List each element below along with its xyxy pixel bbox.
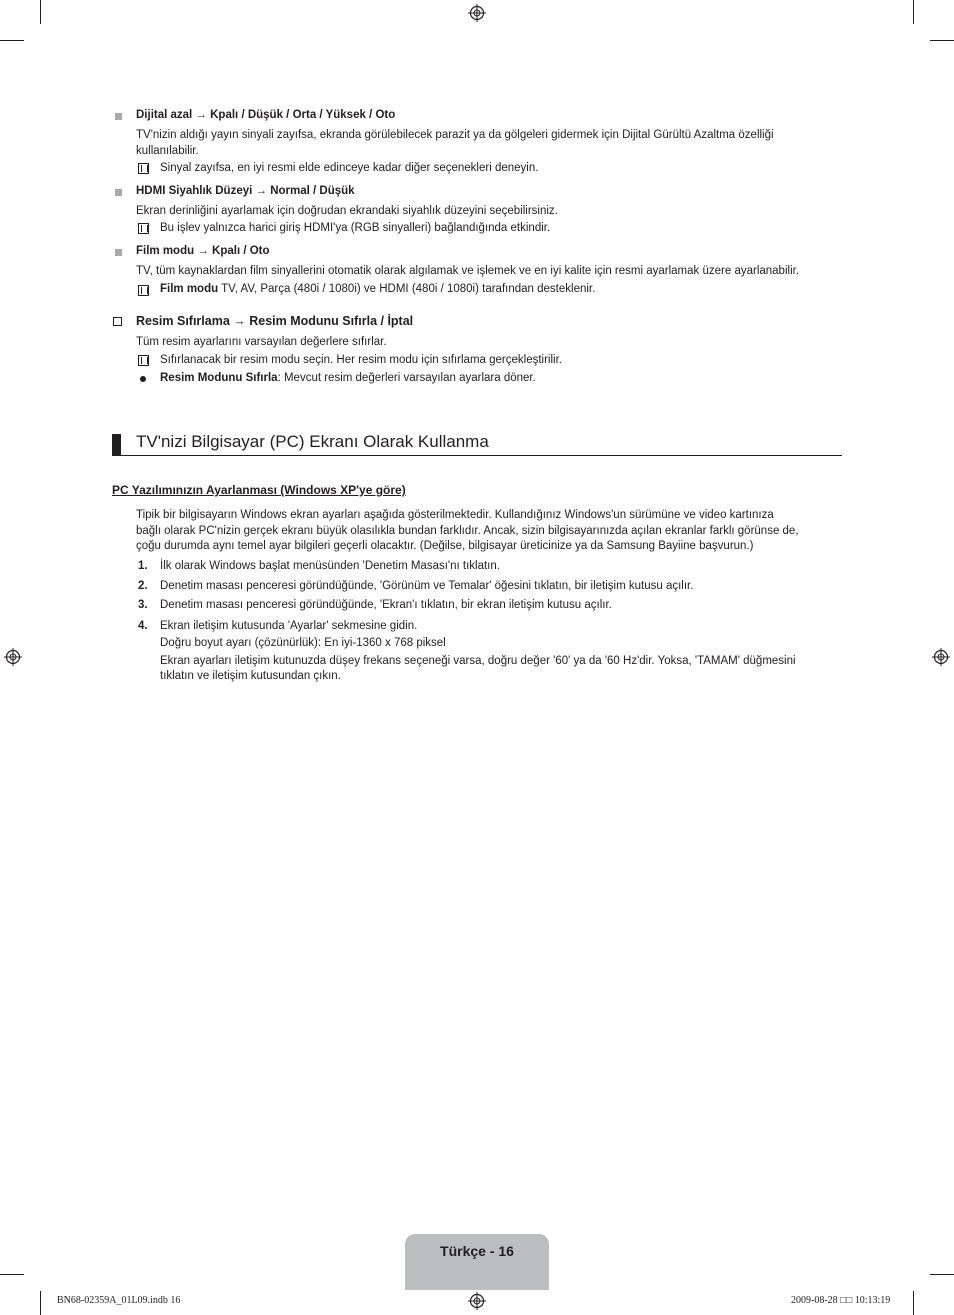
checkbox-bullet-icon: [113, 317, 122, 326]
registration-mark-icon: [468, 1292, 486, 1310]
section-body: kullanılabilir.: [136, 145, 199, 157]
page-number: Türkçe - 16: [440, 1243, 514, 1259]
square-bullet-icon: [115, 113, 122, 120]
note-text: Sıfırlanacak bir resim modu seçin. Her resim modu için sıfırlama gerçekleştirilir.: [160, 354, 562, 366]
crop-mark: [913, 0, 914, 24]
crop-mark: [40, 1291, 41, 1315]
note-icon: [138, 355, 149, 366]
note-text: [160, 282, 595, 298]
intro-line: bağlı olarak PC'nizin gerçek ekranı büyük olasılıkla bundan farklıdır. Ancak, sizin bilgisayarınızda açılan ekranlar farklı görünse de,: [136, 525, 799, 537]
section-body: Tüm resim ayarlarını varsayılan değerlere sıfırlar.: [136, 336, 387, 348]
note-bold: Film modu: [160, 283, 219, 295]
step-text: İlk olarak Windows başlat menüsünden 'Denetim Masası'nı tıklatın.: [160, 560, 500, 572]
section-body: TV'nizin aldığı yayın sinyali zayıfsa, ekranda görülebilecek parazit ya da gölgeleri gidermek için Dijital Gürültü Azaltma özelliği: [136, 129, 774, 141]
round-bullet-icon: [140, 376, 146, 382]
section-title-hdmi-black: HDMI Siyahlık Düzeyi → Normal / Düşük: [136, 185, 355, 197]
note-icon: [138, 285, 149, 296]
square-bullet-icon: [115, 189, 122, 196]
file-info: BN68-02359A_01L09.indb 16: [57, 1295, 181, 1306]
step-extra: Doğru boyut ayarı (çözünürlük): En iyi-1360 x 768 piksel: [160, 637, 446, 649]
square-bullet-icon: [115, 249, 122, 256]
crop-mark: [930, 1274, 954, 1275]
heading-marker: [112, 434, 121, 456]
subheading: PC Yazılımınızın Ayarlanması (Windows XP'ye göre): [112, 483, 406, 497]
section-title-digital-nr: Dijital azal → Kpalı / Düşük / Orta / Yüksek / Oto: [136, 109, 396, 121]
step-text: Ekran iletişim kutusunda 'Ayarlar' sekmesine gidin.: [160, 620, 418, 632]
section-body: Ekran derinliğini ayarlamak için doğrudan ekrandaki siyahlık düzeyini seçebilirsiniz.: [136, 205, 558, 217]
step-text: Denetim masası penceresi göründüğünde, 'Ekran'ı tıklatın, bir ekran iletişim kutusu açılır.: [160, 599, 612, 611]
step-number: 3.: [138, 599, 148, 611]
bullet-rest: : Mevcut resim değerleri varsayılan ayarlara döner.: [277, 372, 536, 384]
registration-mark-icon: [932, 648, 950, 666]
bullet-text: [160, 371, 536, 387]
heading-rule: [112, 455, 842, 456]
registration-mark-icon: [4, 648, 22, 666]
intro-line: Tipik bir bilgisayarın Windows ekran ayarları aşağıda gösterilmektedir. Kullandığınız Windows'un sürümüne ve video kartınıza: [136, 509, 774, 521]
crop-mark: [0, 40, 24, 41]
note-text: Bu işlev yalnızca harici giriş HDMI'ya (RGB sinyalleri) bağlandığında etkindir.: [160, 222, 551, 234]
bullet-bold: Resim Modunu Sıfırla: [160, 372, 278, 384]
section-title-film-mode: Film modu → Kpalı / Oto: [136, 245, 270, 257]
crop-mark: [930, 40, 954, 41]
note-text: Sinyal zayıfsa, en iyi resmi elde edinceye kadar diğer seçenekleri deneyin.: [160, 162, 539, 174]
page-heading: TV'nizi Bilgisayar (PC) Ekranı Olarak Kullanma: [136, 432, 489, 451]
note-rest: TV, AV, Parça (480i / 1080i) ve HDMI (480i / 1080i) tarafından desteklenir.: [218, 283, 596, 295]
crop-mark: [40, 0, 41, 24]
intro-line: çoğu durumda aynı temel ayar bilgileri geçerli olacaktır. (Değilse, bilgisayar üreticinize ya da Samsung Bayiine başvurun.): [136, 540, 754, 552]
section-body: TV, tüm kaynaklardan film sinyallerini otomatik olarak algılamak ve işlemek ve en iyi kalite için resmi ayarlamak üzere ayarlanabilir.: [136, 265, 800, 277]
step-text: Denetim masası penceresi göründüğünde, 'Görünüm ve Temalar' öğesini tıklatın, bir iletişim kutusu açılır.: [160, 580, 694, 592]
crop-mark: [913, 1291, 914, 1315]
step-number: 4.: [138, 620, 148, 632]
step-extra: Ekran ayarları iletişim kutunuzda düşey frekans seçeneği varsa, doğru değer '60' ya da '60 Hz'dir. Yoksa, 'TAMAM' düğmesini: [160, 655, 796, 667]
date-info: 2009-08-28 □□ 10:13:19: [791, 1295, 891, 1306]
crop-mark: [0, 1274, 24, 1275]
step-number: 2.: [138, 580, 148, 592]
section-title-picture-reset: Resim Sıfırlama → Resim Modunu Sıfırla / İptal: [136, 314, 414, 328]
note-icon: [138, 223, 149, 234]
step-number: 1.: [138, 560, 148, 572]
note-icon: [138, 163, 149, 174]
registration-mark-icon: [468, 4, 486, 22]
step-extra: tıklatın ve iletişim kutusundan çıkın.: [160, 670, 341, 682]
